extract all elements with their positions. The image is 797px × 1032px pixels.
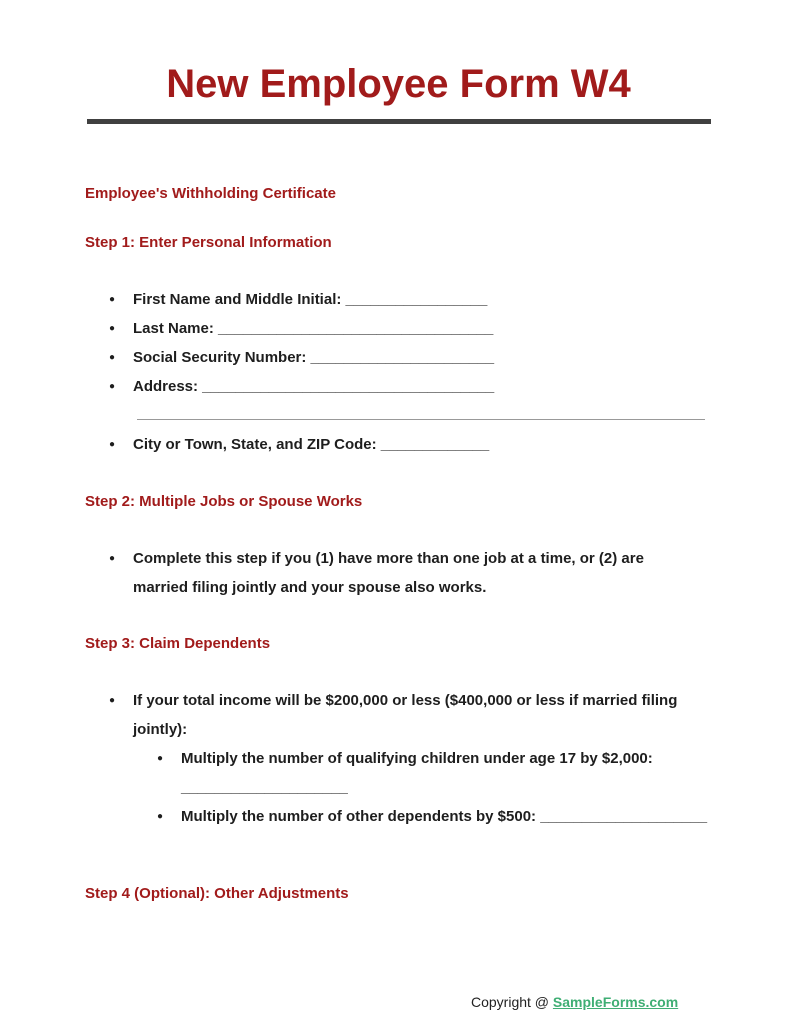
sub-list-item: ● Multiply the number of qualifying children under age 17 by $2,000: ____________________	[181, 744, 681, 802]
step1-heading: Step 1: Enter Personal Information	[85, 234, 332, 251]
form-subtitle: Employee's Withholding Certificate	[85, 185, 336, 202]
list-item: ● If your total income will be $200,000 or less ($400,000 or less if married filing jointly):	[133, 686, 703, 744]
list-item: ● Last Name: _________________________________	[133, 314, 493, 343]
list-item: ● Address: ___________________________________	[133, 372, 494, 401]
step3-heading: Step 3: Claim Dependents	[85, 635, 271, 652]
list-item: ● First Name and Middle Initial: _________________	[133, 285, 487, 314]
list-item: ● Social Security Number: ______________________	[133, 343, 494, 372]
list-item: ● Complete this step if you (1) have more than one job at a time, or (2) are married filing jointly and your spouse also works.	[133, 544, 673, 602]
list-item: ● City or Town, State, and ZIP Code: _____________	[133, 430, 489, 459]
title-divider	[87, 119, 711, 124]
brand-link[interactable]: SampleForms.com	[552, 994, 679, 1010]
step2-heading: Step 2: Multiple Jobs or Spouse Works	[85, 493, 363, 510]
copyright-text: Copyright @	[471, 994, 553, 1010]
step4-heading: Step 4 (Optional): Other Adjustments	[85, 885, 349, 902]
page-title: New Employee Form W4	[166, 62, 631, 106]
footer	[471, 994, 678, 1010]
address-line	[137, 419, 705, 420]
sub-list-item: ● Multiply the number of other dependents by $500: ____________________	[181, 802, 741, 831]
